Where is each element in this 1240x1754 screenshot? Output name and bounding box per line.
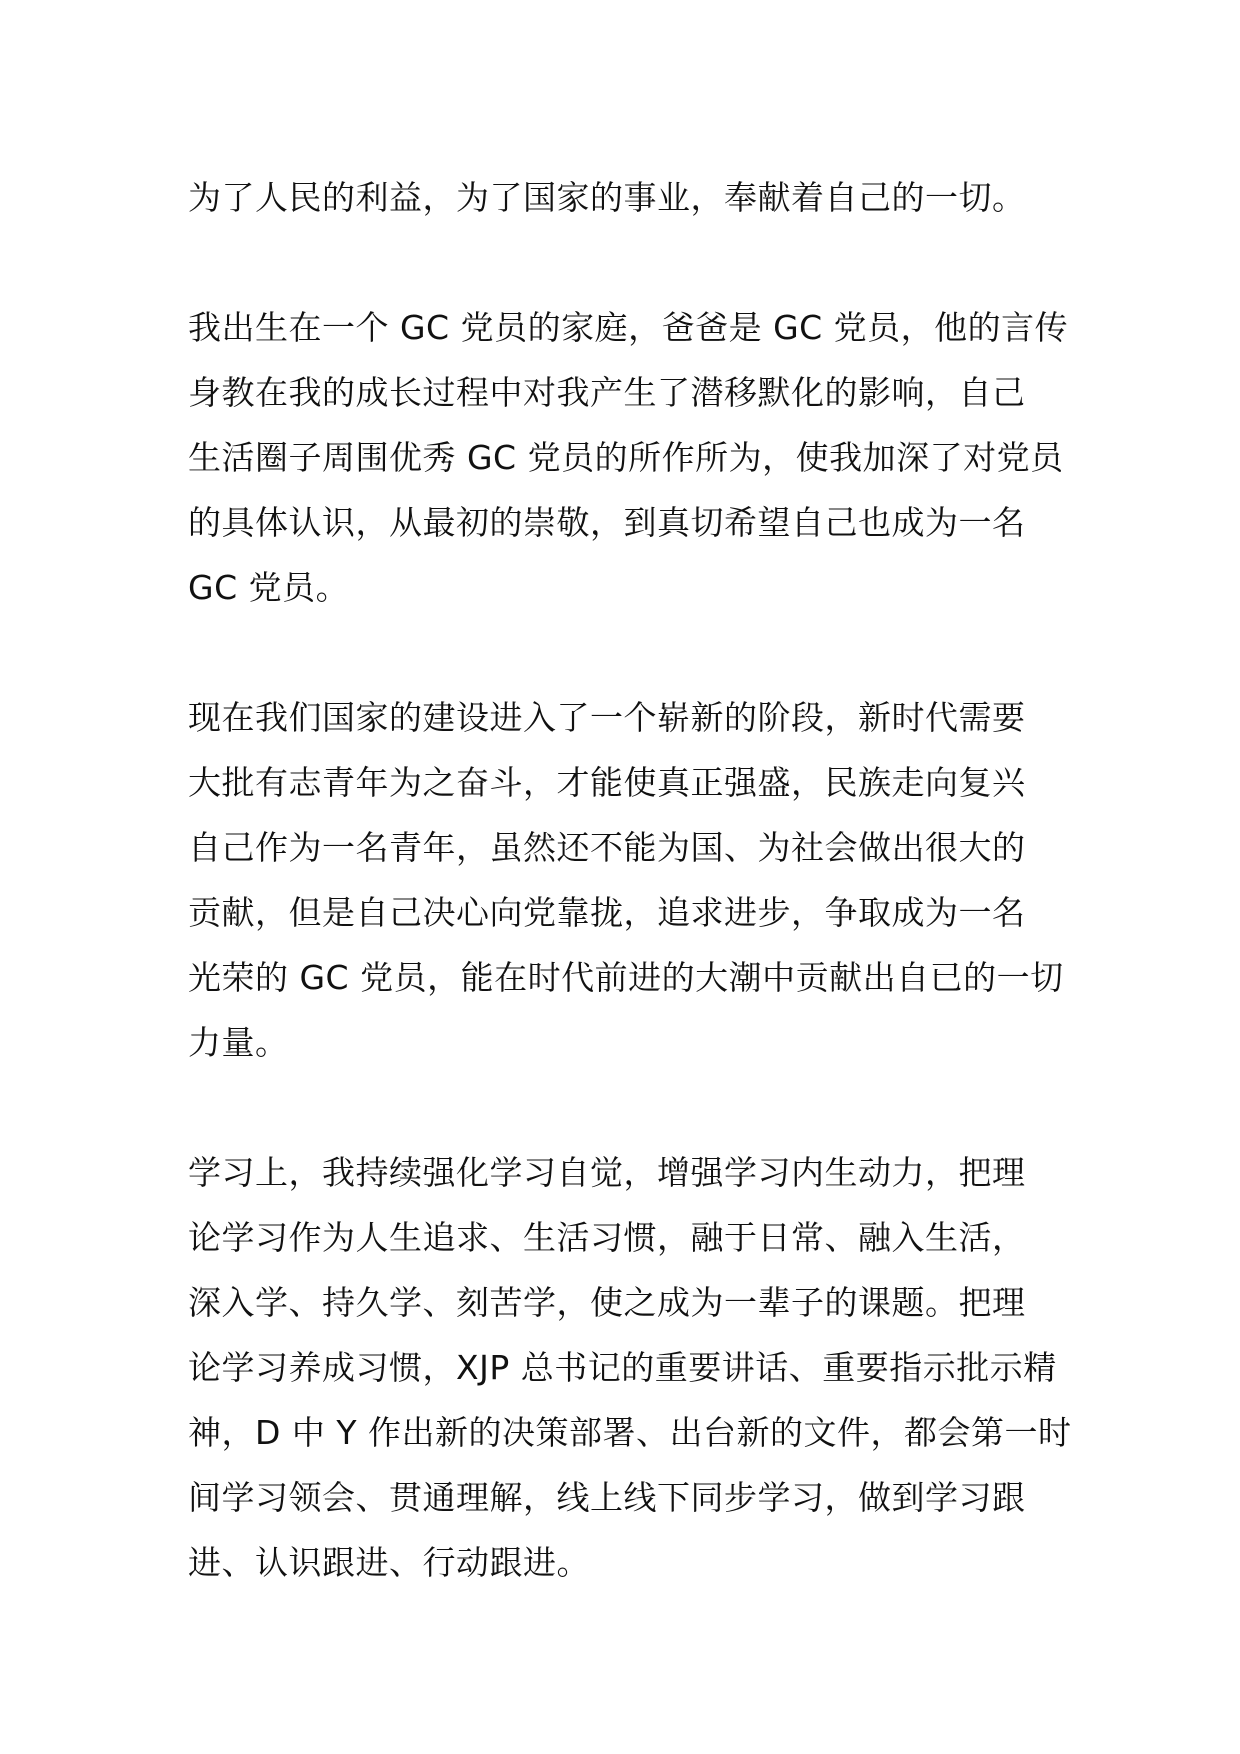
text-line: 光荣的 GC 党员，能在时代前进的大潮中贡献出自已的一切 [188,958,1064,997]
document-page [188,0,1072,1754]
paragraph-1 [188,165,1068,230]
text-line: 为了人民的利益，为了国家的事业，奉献着自己的一切。 [188,178,1026,217]
text-line: 身教在我的成长过程中对我产生了潜移默化的影响，自己 [188,373,1026,412]
paragraph-3 [188,685,1068,1075]
text-line: 深入学、持久学、刻苦学，使之成为一辈子的课题。把理 [188,1283,1026,1322]
text-line: 进、认识跟进、行动跟进。 [188,1543,590,1582]
text-line: 的具体认识，从最初的崇敬，到真切希望自己也成为一名 [188,503,1026,542]
text-line: 学习上，我持续强化学习自觉，增强学习内生动力，把理 [188,1153,1026,1192]
text-line: 论学习作为人生追求、生活习惯，融于日常、融入生活， [188,1218,1026,1257]
text-line: 我出生在一个 GC 党员的家庭，爸爸是 GC 党员，他的言传 [188,308,1069,347]
text-line: 生活圈子周围优秀 GC 党员的所作所为，使我加深了对党员 [188,438,1064,477]
text-line: 自己作为一名青年，虽然还不能为国、为社会做出很大的 [188,828,1026,867]
text-line: GC 党员。 [188,568,350,607]
paragraph-2 [188,295,1068,620]
text-line: 神，D 中 Y 作出新的决策部署、出台新的文件，都会第一时 [188,1413,1072,1452]
text-line: 论学习养成习惯，XJP 总书记的重要讲话、重要指示批示精 [188,1348,1057,1387]
text-line: 贡献，但是自己决心向党靠拢，追求进步，争取成为一名 [188,893,1026,932]
text-line: 力量。 [188,1023,289,1062]
text-line: 间学习领会、贯通理解，线上线下同步学习，做到学习跟 [188,1478,1026,1517]
paragraph-4 [188,1140,1072,1595]
text-line: 大批有志青年为之奋斗，才能使真正强盛，民族走向复兴 [188,763,1026,802]
text-line: 现在我们国家的建设进入了一个崭新的阶段，新时代需要 [188,698,1026,737]
